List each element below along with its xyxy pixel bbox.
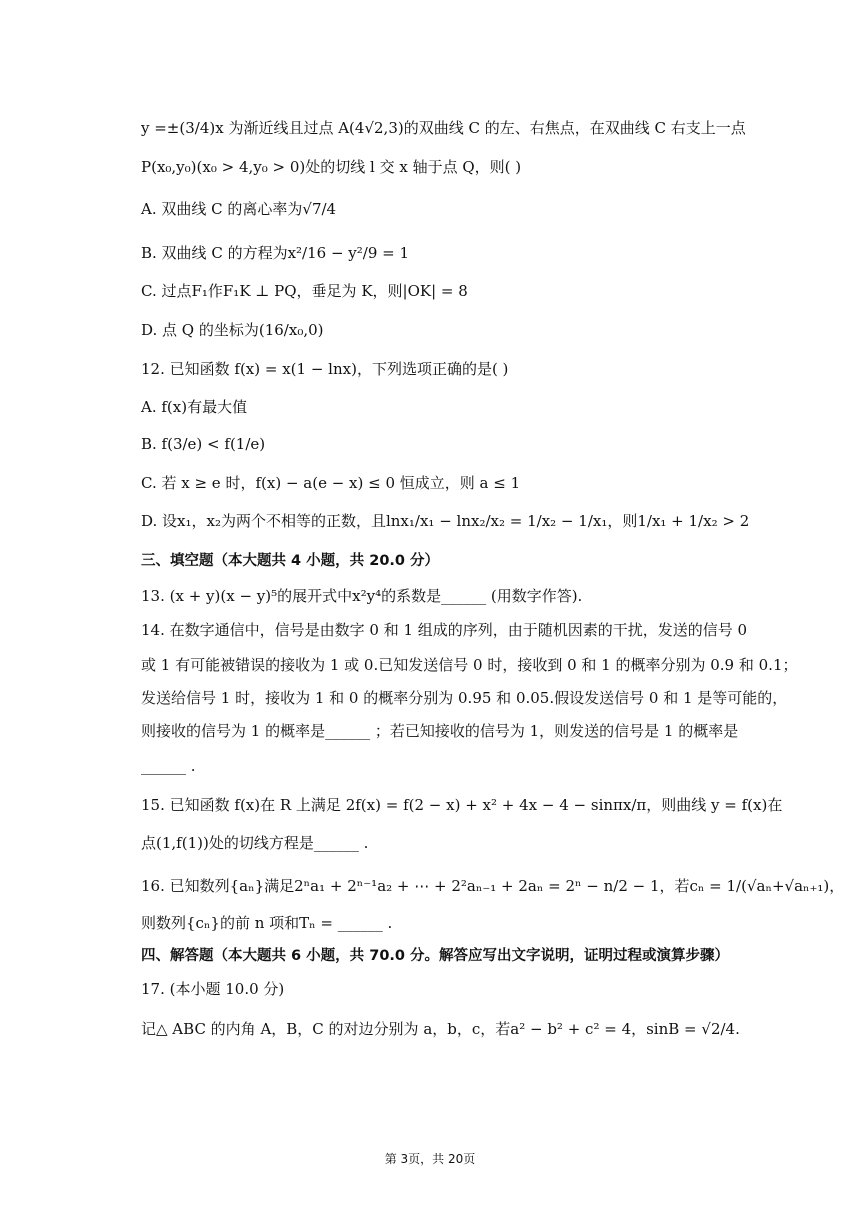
option-d: D. 点 Q 的坐标为(16/x₀,0): [141, 321, 324, 339]
question-14: 14. 在数字通信中，信号是由数字 0 和 1 组成的序列，由于随机因素的干扰，发送的信号 0: [141, 621, 748, 639]
question-13: 13. (x + y)(x − y)⁵的展开式中x²y⁴的系数是______ (用数字作答).: [141, 587, 583, 605]
option-a: A. f(x)有最大值: [141, 398, 248, 416]
text-line: 发送给信号 1 时，接收为 1 和 0 的概率分别为 0.95 和 0.05.假设发送信号 0 和 1 是等可能的，: [141, 689, 788, 707]
option-c: C. 若 x ≥ e 时，f(x) − a(e − x) ≤ 0 恒成立，则 a ≤ 1: [141, 474, 521, 492]
option-b: B. 双曲线 C 的方程为x²/16 − y²/9 = 1: [141, 244, 410, 262]
text-line: ______ .: [141, 757, 196, 775]
text-line: 则接收的信号为 1 的概率是______ ；若已知接收的信号为 1，则发送的信号是 1 的概率是: [141, 722, 739, 740]
page-footer: 第 3页，共 20页: [384, 1152, 476, 1166]
option-b: B. f(3/e) < f(1/e): [141, 435, 266, 453]
text-line: 记△ ABC 的内角 A，B，C 的对边分别为 a，b，c，若a² − b² + c² = 4，sinB = √2/4.: [141, 1020, 740, 1038]
question-15: 15. 已知函数 f(x)在 R 上满足 2f(x) = f(2 − x) + x² + 4x − 4 − sinπx/π，则曲线 y = f(x)在: [141, 796, 783, 814]
text-line: 或 1 有可能被错误的接收为 1 或 0.已知发送信号 0 时，接收到 0 和 1 的概率分别为 0.9 和 0.1；: [141, 656, 798, 674]
text-line: 则数列{cₙ}的前 n 项和Tₙ = ______ .: [141, 914, 393, 932]
text-line: y =±(3/4)x 为渐近线且过点 A(4√2,3)的双曲线 C 的左、右焦点，在双曲线 C 右支上一点: [141, 119, 746, 137]
option-a: A. 双曲线 C 的离心率为√7/4: [141, 200, 337, 218]
question-17: 17. (本小题 10.0 分): [141, 980, 285, 998]
question-16: 16. 已知数列{aₙ}满足2ⁿa₁ + 2ⁿ⁻¹a₂ + ⋯ + 2²aₙ₋₁ + 2aₙ = 2ⁿ − n/2 − 1，若cₙ = 1/(√aₙ+√aₙ₊₁)，: [141, 877, 845, 895]
text-line: P(x₀,y₀)(x₀ > 4,y₀ > 0)处的切线 l 交 x 轴于点 Q，则( ): [141, 158, 522, 176]
option-c: C. 过点F₁作F₁K ⊥ PQ，垂足为 K，则|OK| = 8: [141, 282, 468, 300]
option-d: D. 设x₁，x₂为两个不相等的正数，且lnx₁/x₁ − lnx₂/x₂ = 1/x₂ − 1/x₁，则1/x₁ + 1/x₂ > 2: [141, 512, 750, 530]
section-heading-solutions: 四、解答题（本大题共 6 小题，共 70.0 分。解答应写出文字说明，证明过程或演算步骤）: [141, 948, 730, 964]
question-12: 12. 已知函数 f(x) = x(1 − lnx)，下列选项正确的是( ): [141, 360, 509, 378]
section-heading-fill-in: 三、填空题（本大题共 4 小题，共 20.0 分）: [141, 553, 440, 569]
text-line: 点(1,f(1))处的切线方程是______ .: [141, 834, 369, 852]
